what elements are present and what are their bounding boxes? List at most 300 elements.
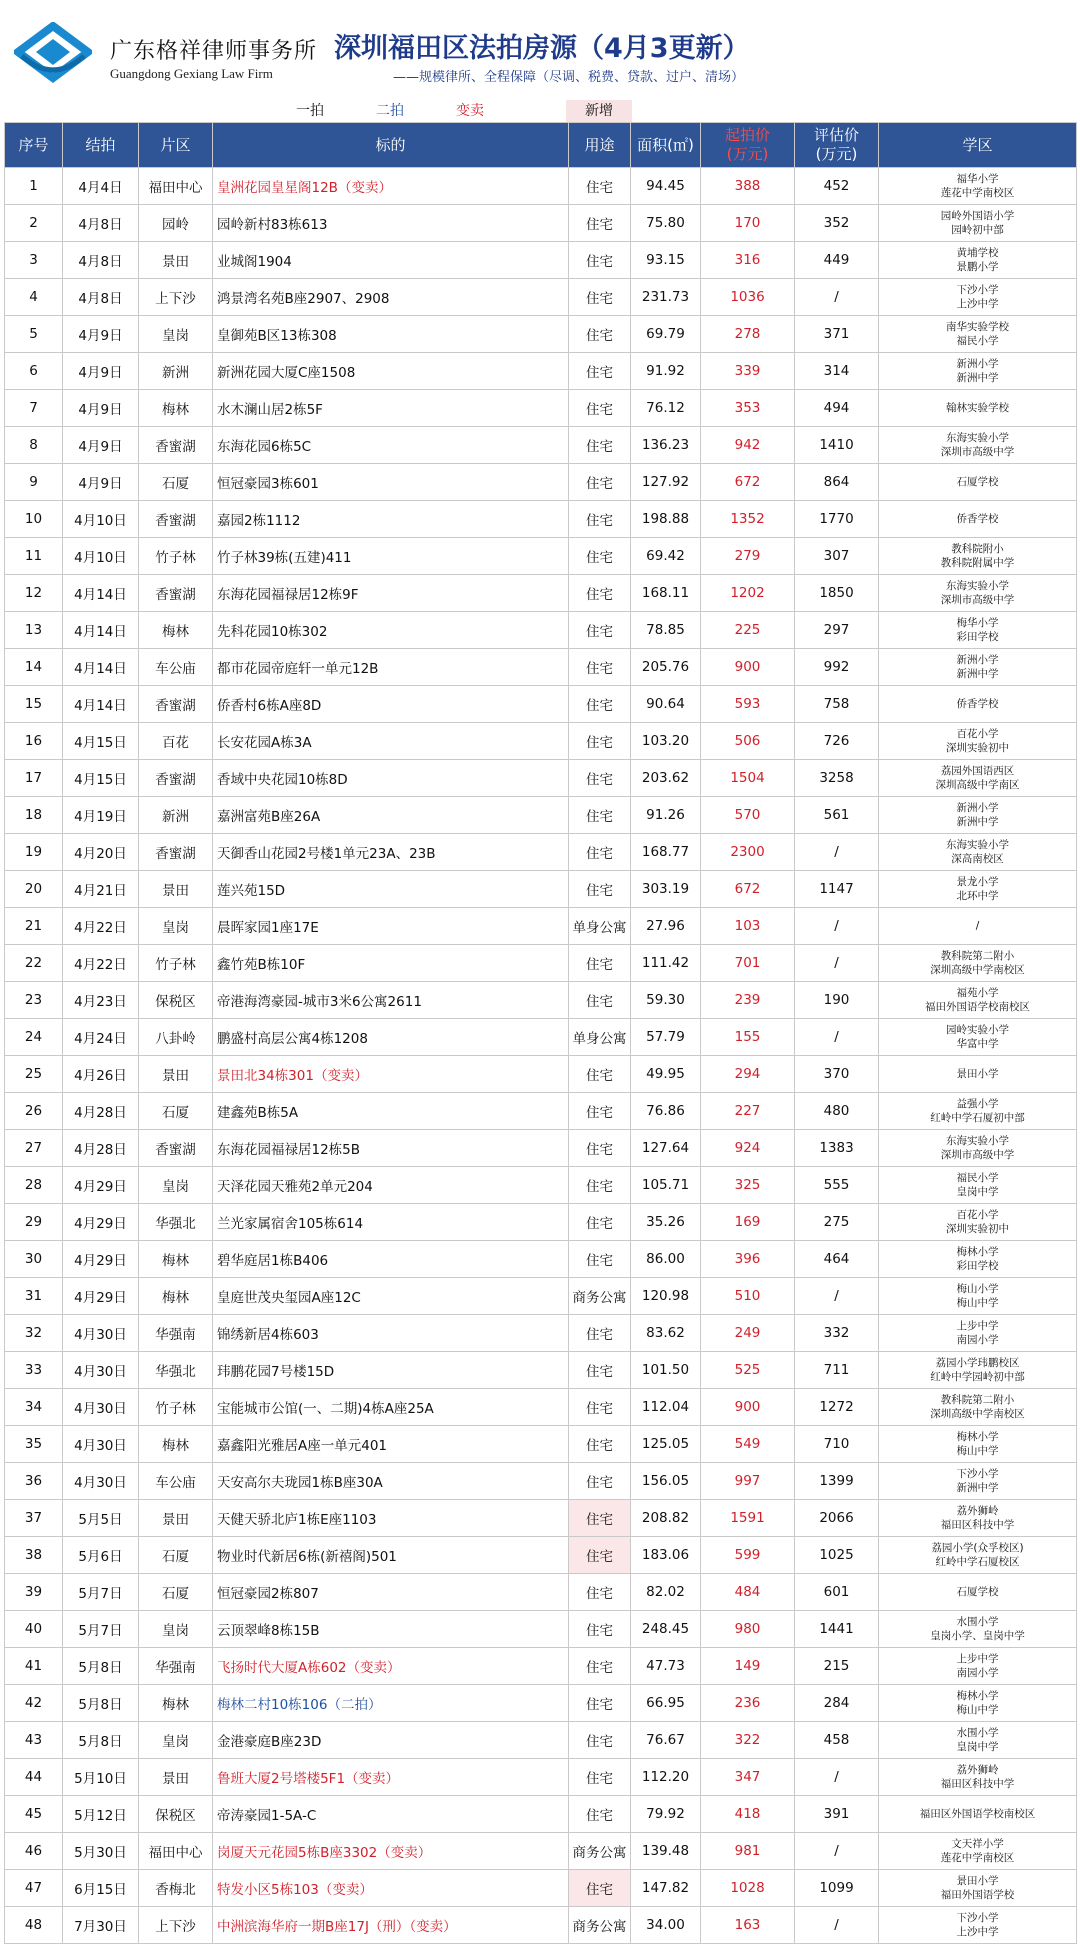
- cell-area: 百花: [139, 723, 213, 760]
- cell-date: 4月22日: [63, 945, 139, 982]
- cell-school: [879, 353, 1077, 390]
- cell-size: 127.64: [631, 1130, 701, 1167]
- cell-no: 15: [5, 686, 63, 723]
- cell-usage: 住宅: [569, 1315, 631, 1352]
- cell-price: 278: [701, 316, 795, 353]
- cell-date: 4月30日: [63, 1426, 139, 1463]
- cell-name: 嘉洲富苑B座26A: [213, 797, 569, 834]
- cell-price: 1352: [701, 501, 795, 538]
- cell-eval: 555: [795, 1167, 879, 1204]
- school-line-1: 景龙小学: [956, 876, 999, 888]
- cell-no: 19: [5, 834, 63, 871]
- cell-size: 94.45: [631, 168, 701, 205]
- cell-usage: 住宅: [569, 1648, 631, 1685]
- cell-name: 皇洲花园皇星阁12B（变卖）: [213, 168, 569, 205]
- cell-date: 4月30日: [63, 1315, 139, 1352]
- cell-no: 37: [5, 1500, 63, 1537]
- cell-name: 恒冠豪园3栋601: [213, 464, 569, 501]
- school-line-1: 南华实验学校: [946, 321, 1009, 333]
- school-line-1: 梅山小学: [956, 1283, 999, 1295]
- cell-school: [879, 1685, 1077, 1722]
- header-price: [701, 123, 795, 168]
- cell-size: 76.86: [631, 1093, 701, 1130]
- cell-eval: 297: [795, 612, 879, 649]
- cell-no: 23: [5, 982, 63, 1019]
- cell-name: 玮鹏花园7号楼15D: [213, 1352, 569, 1389]
- cell-date: 4月8日: [63, 205, 139, 242]
- cell-eval: 480: [795, 1093, 879, 1130]
- cell-name: 飞扬时代大厦A栋602（变卖）: [213, 1648, 569, 1685]
- cell-area: 梅林: [139, 1241, 213, 1278]
- cell-size: 83.62: [631, 1315, 701, 1352]
- cell-date: 5月30日: [63, 1833, 139, 1870]
- cell-price: 353: [701, 390, 795, 427]
- cell-school: [879, 1278, 1077, 1315]
- school-line-1: 上步中学: [956, 1653, 999, 1665]
- cell-date: 4月14日: [63, 649, 139, 686]
- school-line-2: 梅山中学: [956, 1445, 999, 1457]
- cell-price: 396: [701, 1241, 795, 1278]
- cell-name: 帝涛豪园1-5A-C: [213, 1796, 569, 1833]
- cell-date: 4月15日: [63, 760, 139, 797]
- header-eval-line1: 评估价: [813, 126, 859, 144]
- school-line-2: 皇岗小学、皇岗中学: [930, 1630, 1025, 1642]
- cell-name: 鹏盛村高层公寓4栋1208: [213, 1019, 569, 1056]
- cell-name: 鑫竹苑B栋10F: [213, 945, 569, 982]
- school-line-2: 深圳市高级中学: [940, 594, 1015, 606]
- cell-eval: 1399: [795, 1463, 879, 1500]
- cell-usage: 商务公寓: [569, 1907, 631, 1944]
- cell-area: 梅林: [139, 390, 213, 427]
- cell-school: [879, 427, 1077, 464]
- cell-usage: 住宅: [569, 1722, 631, 1759]
- cell-eval: 464: [795, 1241, 879, 1278]
- cell-price: 549: [701, 1426, 795, 1463]
- cell-usage: 住宅: [569, 1574, 631, 1611]
- cell-price: 701: [701, 945, 795, 982]
- cell-usage: 住宅: [569, 168, 631, 205]
- cell-area: 香蜜湖: [139, 686, 213, 723]
- cell-usage: 住宅: [569, 1426, 631, 1463]
- cell-school: [879, 982, 1077, 1019]
- header-date: 结拍: [63, 123, 139, 168]
- cell-eval: 391: [795, 1796, 879, 1833]
- table-row: [5, 464, 1077, 501]
- table-row: [5, 945, 1077, 982]
- header-school: 学区: [879, 123, 1077, 168]
- cell-size: 125.05: [631, 1426, 701, 1463]
- cell-name: 恒冠豪园2栋807: [213, 1574, 569, 1611]
- cell-area: 石厦: [139, 1574, 213, 1611]
- cell-usage: 住宅: [569, 1537, 631, 1574]
- cell-size: 231.73: [631, 279, 701, 316]
- cell-area: 上下沙: [139, 279, 213, 316]
- school-line-2: 彩田学校: [956, 631, 999, 643]
- cell-no: 46: [5, 1833, 63, 1870]
- school-line-1: 梅林小学: [956, 1431, 999, 1443]
- cell-area: 景田: [139, 1759, 213, 1796]
- cell-eval: 3258: [795, 760, 879, 797]
- cell-date: 4月29日: [63, 1241, 139, 1278]
- cell-eval: 1383: [795, 1130, 879, 1167]
- cell-date: 4月26日: [63, 1056, 139, 1093]
- cell-usage: 住宅: [569, 1759, 631, 1796]
- cell-school: [879, 1093, 1077, 1130]
- cell-area: 皇岗: [139, 316, 213, 353]
- cell-date: 5月8日: [63, 1722, 139, 1759]
- cell-no: 7: [5, 390, 63, 427]
- school-line-1: 荔园外国语西区: [940, 765, 1015, 777]
- cell-eval: 758: [795, 686, 879, 723]
- cell-date: 4月23日: [63, 982, 139, 1019]
- cell-size: 198.88: [631, 501, 701, 538]
- cell-eval: 190: [795, 982, 879, 1019]
- cell-size: 91.26: [631, 797, 701, 834]
- school-line-2: 北环中学: [956, 890, 999, 902]
- cell-area: 八卦岭: [139, 1019, 213, 1056]
- cell-name: 宝能城市公馆(一、二期)4栋A座25A: [213, 1389, 569, 1426]
- cell-name: 新洲花园大厦C座1508: [213, 353, 569, 390]
- cell-school: [879, 205, 1077, 242]
- school-line-1: 侨香学校: [956, 513, 999, 525]
- page-title: 深圳福田区法拍房源（4月3更新）: [334, 33, 750, 64]
- cell-area: 香蜜湖: [139, 575, 213, 612]
- table-row: [5, 1463, 1077, 1500]
- cell-size: 79.92: [631, 1796, 701, 1833]
- cell-name: 天御香山花园2号楼1单元23A、23B: [213, 834, 569, 871]
- school-line-2: 彩田学校: [956, 1260, 999, 1272]
- school-line-2: 梅山中学: [956, 1297, 999, 1309]
- table-row: [5, 871, 1077, 908]
- cell-name: 东海花园福禄居12栋5B: [213, 1130, 569, 1167]
- cell-price: 900: [701, 1389, 795, 1426]
- cell-school: [879, 1426, 1077, 1463]
- school-line-1: 教科院第二附小: [940, 950, 1015, 962]
- cell-no: 25: [5, 1056, 63, 1093]
- table-row: [5, 1870, 1077, 1907]
- cell-eval: 370: [795, 1056, 879, 1093]
- cell-no: 4: [5, 279, 63, 316]
- cell-price: 570: [701, 797, 795, 834]
- cell-usage: 住宅: [569, 1130, 631, 1167]
- cell-date: 4月10日: [63, 501, 139, 538]
- cell-no: 21: [5, 908, 63, 945]
- table-body: [5, 168, 1077, 1944]
- school-line-2: 新洲中学: [956, 816, 999, 828]
- cell-size: 34.00: [631, 1907, 701, 1944]
- cell-no: 22: [5, 945, 63, 982]
- table-row: [5, 686, 1077, 723]
- cell-area: 香蜜湖: [139, 1130, 213, 1167]
- cell-usage: 商务公寓: [569, 1278, 631, 1315]
- cell-usage: 住宅: [569, 205, 631, 242]
- cell-eval: 314: [795, 353, 879, 390]
- cell-name: 特发小区5栋103（变卖）: [213, 1870, 569, 1907]
- table-row: [5, 1056, 1077, 1093]
- header-area: 片区: [139, 123, 213, 168]
- cell-size: 57.79: [631, 1019, 701, 1056]
- cell-price: 236: [701, 1685, 795, 1722]
- cell-price: 484: [701, 1574, 795, 1611]
- cell-school: [879, 760, 1077, 797]
- cell-name: 业城阁1904: [213, 242, 569, 279]
- property-table: [4, 122, 1077, 1944]
- header-no: 序号: [5, 123, 63, 168]
- cell-name: 鲁班大厦2号塔楼5F1（变卖）: [213, 1759, 569, 1796]
- cell-no: 34: [5, 1389, 63, 1426]
- table-row: [5, 834, 1077, 871]
- cell-price: 1202: [701, 575, 795, 612]
- cell-eval: 601: [795, 1574, 879, 1611]
- cell-area: 景田: [139, 1500, 213, 1537]
- cell-price: 388: [701, 168, 795, 205]
- school-line-1: 东海实验小学: [946, 580, 1009, 592]
- school-line-2: 红岭中学石厦校区: [935, 1556, 1020, 1568]
- cell-no: 6: [5, 353, 63, 390]
- cell-usage: 住宅: [569, 612, 631, 649]
- cell-usage: 住宅: [569, 575, 631, 612]
- cell-eval: 307: [795, 538, 879, 575]
- table-row: [5, 1241, 1077, 1278]
- cell-name: 水木澜山居2栋5F: [213, 390, 569, 427]
- cell-area: 车公庙: [139, 1463, 213, 1500]
- header-eval-line2: (万元): [815, 145, 858, 163]
- cell-price: 525: [701, 1352, 795, 1389]
- table-row: [5, 1278, 1077, 1315]
- cell-price: 672: [701, 464, 795, 501]
- cell-name: 东海花园6栋5C: [213, 427, 569, 464]
- cell-price: 325: [701, 1167, 795, 1204]
- school-line-2: 新洲中学: [956, 668, 999, 680]
- cell-size: 69.79: [631, 316, 701, 353]
- table-row: [5, 1315, 1077, 1352]
- cell-area: 梅林: [139, 612, 213, 649]
- cell-school: [879, 1204, 1077, 1241]
- school-line-1: 梅林小学: [956, 1246, 999, 1258]
- cell-price: 506: [701, 723, 795, 760]
- header-price-line2: (万元): [726, 145, 769, 163]
- cell-usage: 住宅: [569, 279, 631, 316]
- cell-no: 38: [5, 1537, 63, 1574]
- school-line-1: 石厦学校: [956, 476, 999, 488]
- cell-price: 980: [701, 1611, 795, 1648]
- cell-no: 26: [5, 1093, 63, 1130]
- cell-usage: 住宅: [569, 353, 631, 390]
- cell-name: 晨晖家园1座17E: [213, 908, 569, 945]
- cell-size: 59.30: [631, 982, 701, 1019]
- cell-area: 福田中心: [139, 168, 213, 205]
- table-row: [5, 427, 1077, 464]
- cell-area: 车公庙: [139, 649, 213, 686]
- cell-name: 岗厦天元花园5栋B座3302（变卖）: [213, 1833, 569, 1870]
- cell-size: 90.64: [631, 686, 701, 723]
- school-line-1: 翰林实验学校: [946, 402, 1009, 414]
- cell-date: 5月12日: [63, 1796, 139, 1833]
- cell-price: 1591: [701, 1500, 795, 1537]
- cell-no: 45: [5, 1796, 63, 1833]
- cell-school: [879, 1574, 1077, 1611]
- cell-area: 皇岗: [139, 1722, 213, 1759]
- cell-name: 锦绣新居4栋603: [213, 1315, 569, 1352]
- cell-area: 华强北: [139, 1204, 213, 1241]
- school-line-1: 文天祥小学: [951, 1838, 1004, 1850]
- cell-school: [879, 1241, 1077, 1278]
- cell-name: 天健天骄北庐1栋E座1103: [213, 1500, 569, 1537]
- cell-eval: /: [795, 1907, 879, 1944]
- table-row: [5, 1759, 1077, 1796]
- cell-size: 168.77: [631, 834, 701, 871]
- cell-eval: 1025: [795, 1537, 879, 1574]
- legend-second-auction: 二拍: [376, 103, 404, 119]
- table-row: [5, 279, 1077, 316]
- cell-size: 248.45: [631, 1611, 701, 1648]
- school-line-1: /: [975, 920, 980, 932]
- cell-date: 4月15日: [63, 723, 139, 760]
- cell-school: [879, 945, 1077, 982]
- cell-name: 物业时代新居6栋(新禧阁)501: [213, 1537, 569, 1574]
- cell-usage: 住宅: [569, 427, 631, 464]
- cell-usage: 住宅: [569, 242, 631, 279]
- cell-area: 梅林: [139, 1278, 213, 1315]
- cell-usage: 住宅: [569, 1241, 631, 1278]
- cell-area: 竹子林: [139, 538, 213, 575]
- cell-no: 16: [5, 723, 63, 760]
- cell-no: 10: [5, 501, 63, 538]
- table-row: [5, 1093, 1077, 1130]
- cell-date: 4月24日: [63, 1019, 139, 1056]
- cell-school: [879, 834, 1077, 871]
- cell-no: 18: [5, 797, 63, 834]
- cell-no: 9: [5, 464, 63, 501]
- school-line-1: 东海实验小学: [946, 1135, 1009, 1147]
- cell-school: [879, 1130, 1077, 1167]
- cell-name: 皇御苑B区13栋308: [213, 316, 569, 353]
- cell-date: 4月9日: [63, 353, 139, 390]
- school-line-1: 教科院附小: [951, 543, 1004, 555]
- cell-date: 4月14日: [63, 575, 139, 612]
- cell-no: 41: [5, 1648, 63, 1685]
- cell-price: 997: [701, 1463, 795, 1500]
- cell-price: 942: [701, 427, 795, 464]
- firm-name-cn: 广东格祥律师事务所: [110, 39, 318, 64]
- cell-usage: 住宅: [569, 1093, 631, 1130]
- cell-eval: /: [795, 1833, 879, 1870]
- school-line-2: 新洲中学: [956, 372, 999, 384]
- cell-date: 4月30日: [63, 1389, 139, 1426]
- school-line-1: 下沙小学: [956, 1912, 999, 1924]
- cell-date: 4月9日: [63, 427, 139, 464]
- cell-usage: 住宅: [569, 316, 631, 353]
- cell-no: 31: [5, 1278, 63, 1315]
- cell-date: 4月30日: [63, 1352, 139, 1389]
- cell-eval: /: [795, 1278, 879, 1315]
- page-header: [0, 0, 1080, 122]
- school-line-1: 新洲小学: [956, 802, 999, 814]
- cell-school: [879, 1500, 1077, 1537]
- school-line-1: 新洲小学: [956, 654, 999, 666]
- cell-eval: 2066: [795, 1500, 879, 1537]
- school-line-1: 水围小学: [956, 1727, 999, 1739]
- cell-eval: 1147: [795, 871, 879, 908]
- table-row: [5, 1796, 1077, 1833]
- table-row: [5, 982, 1077, 1019]
- cell-eval: /: [795, 945, 879, 982]
- cell-date: 4月8日: [63, 242, 139, 279]
- cell-size: 112.20: [631, 1759, 701, 1796]
- cell-school: [879, 723, 1077, 760]
- cell-size: 139.48: [631, 1833, 701, 1870]
- school-line-2: 园岭初中部: [951, 224, 1004, 236]
- table-row: [5, 1426, 1077, 1463]
- school-line-2: 景鹏小学: [956, 261, 999, 273]
- cell-date: 5月7日: [63, 1574, 139, 1611]
- cell-price: 672: [701, 871, 795, 908]
- cell-area: 石厦: [139, 464, 213, 501]
- cell-no: 2: [5, 205, 63, 242]
- cell-name: 香域中央花园10栋8D: [213, 760, 569, 797]
- cell-price: 294: [701, 1056, 795, 1093]
- school-line-1: 石厦学校: [956, 1586, 999, 1598]
- cell-no: 8: [5, 427, 63, 464]
- cell-eval: 332: [795, 1315, 879, 1352]
- cell-usage: 住宅: [569, 390, 631, 427]
- cell-usage: 住宅: [569, 686, 631, 723]
- table-row: [5, 353, 1077, 390]
- cell-size: 120.98: [631, 1278, 701, 1315]
- cell-area: 园岭: [139, 205, 213, 242]
- cell-size: 93.15: [631, 242, 701, 279]
- cell-area: 竹子林: [139, 945, 213, 982]
- cell-no: 36: [5, 1463, 63, 1500]
- cell-eval: 371: [795, 316, 879, 353]
- school-line-2: 深圳实验初中: [946, 1223, 1009, 1235]
- cell-area: 皇岗: [139, 908, 213, 945]
- school-line-1: 新洲小学: [956, 358, 999, 370]
- cell-no: 5: [5, 316, 63, 353]
- cell-size: 69.42: [631, 538, 701, 575]
- cell-date: 4月9日: [63, 316, 139, 353]
- cell-size: 183.06: [631, 1537, 701, 1574]
- cell-no: 24: [5, 1019, 63, 1056]
- cell-date: 5月10日: [63, 1759, 139, 1796]
- cell-usage: 住宅: [569, 945, 631, 982]
- legend-first-auction: 一拍: [296, 103, 324, 119]
- cell-size: 208.82: [631, 1500, 701, 1537]
- school-line-1: 下沙小学: [956, 1468, 999, 1480]
- cell-name: 先科花园10栋302: [213, 612, 569, 649]
- school-line-2: 皇岗中学: [956, 1186, 999, 1198]
- cell-size: 111.42: [631, 945, 701, 982]
- cell-eval: /: [795, 834, 879, 871]
- cell-usage: 住宅: [569, 1685, 631, 1722]
- cell-area: 香梅北: [139, 1870, 213, 1907]
- cell-school: [879, 316, 1077, 353]
- cell-name: 莲兴苑15D: [213, 871, 569, 908]
- cell-size: 75.80: [631, 205, 701, 242]
- cell-usage: 住宅: [569, 1204, 631, 1241]
- cell-size: 27.96: [631, 908, 701, 945]
- cell-name: 嘉鑫阳光雅居A座一单元401: [213, 1426, 569, 1463]
- table-row: [5, 575, 1077, 612]
- school-line-1: 福田区外国语学校南校区: [919, 1808, 1036, 1820]
- table-row: [5, 538, 1077, 575]
- cell-area: 保税区: [139, 1796, 213, 1833]
- cell-eval: 864: [795, 464, 879, 501]
- cell-name: 碧华庭居1栋B406: [213, 1241, 569, 1278]
- cell-school: [879, 1648, 1077, 1685]
- cell-usage: 住宅: [569, 723, 631, 760]
- cell-no: 14: [5, 649, 63, 686]
